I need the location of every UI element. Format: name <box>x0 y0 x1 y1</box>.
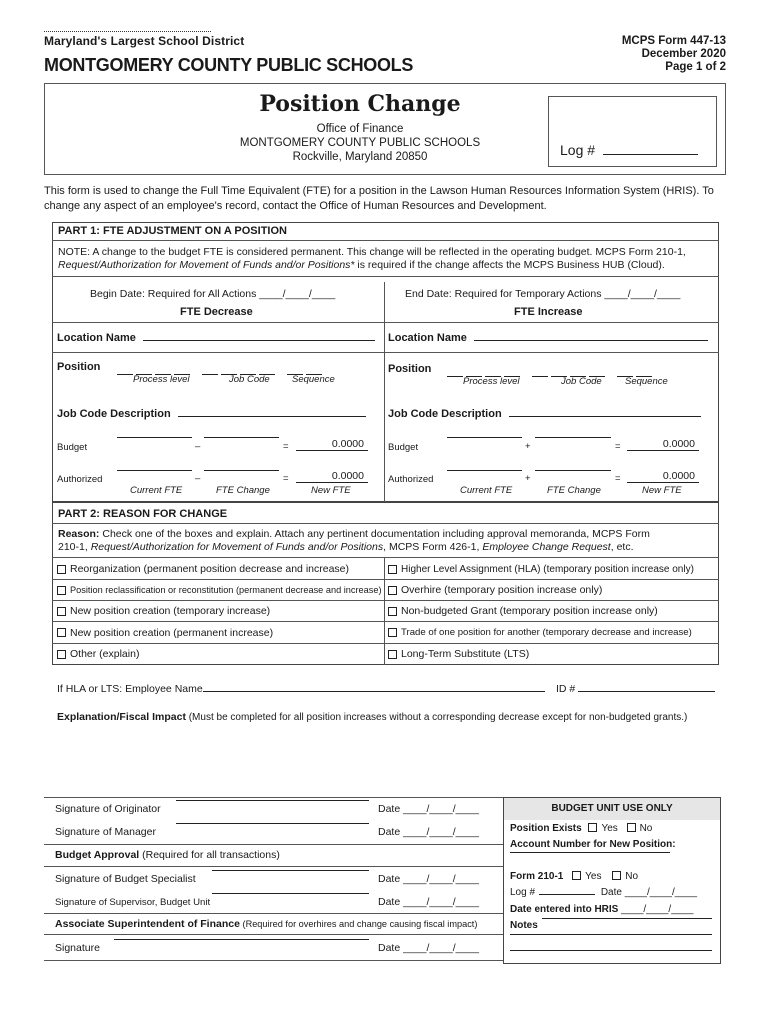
inc-auth-plus: + <box>525 473 531 484</box>
dec-job-code: Job Code <box>229 374 270 385</box>
form-id-block <box>622 35 726 74</box>
budget-specialist-date[interactable] <box>378 873 479 885</box>
log-input-line[interactable] <box>603 154 698 155</box>
option-label: Higher Level Assignment (HLA) (temporary position increase only) <box>401 563 694 575</box>
reason-bold: Reason: <box>58 528 100 540</box>
begin-date-field[interactable]: Begin Date: Required for All Actions ____/____/____ <box>90 288 336 300</box>
part1-center-divider <box>384 282 385 502</box>
dec-location-label: Location Name <box>57 332 136 344</box>
part1-heading: PART 1: FTE ADJUSTMENT ON A POSITION <box>58 225 287 237</box>
inc-location-line[interactable] <box>474 340 708 341</box>
date-blank[interactable]: ____/____/____ <box>403 896 480 908</box>
inc-auth-equals: = <box>615 473 621 484</box>
date-label: Date <box>378 896 401 908</box>
part2-heading: PART 2: REASON FOR CHANGE <box>58 508 228 520</box>
inc-budget-change[interactable] <box>535 437 611 438</box>
inc-auth-new[interactable]: 0.0000 <box>627 470 699 483</box>
hla-name-line[interactable] <box>203 691 545 692</box>
option-other[interactable] <box>57 644 139 664</box>
originator-line[interactable] <box>176 800 369 801</box>
final-signature-label: Signature <box>55 942 100 954</box>
part1-note <box>58 246 713 272</box>
inc-authorized-label: Authorized <box>388 474 434 485</box>
form-number: MCPS Form 447-13 <box>621 35 726 47</box>
form-2101-no-checkbox[interactable] <box>612 871 621 880</box>
assoc-supt-heading <box>55 918 477 930</box>
form-title: Position Change <box>259 91 461 117</box>
log-field[interactable] <box>560 142 698 158</box>
header-tagline: Maryland's Largest School District <box>44 34 245 48</box>
yes-label: Yes <box>585 871 602 882</box>
options-top-rule <box>52 557 719 558</box>
inc-budget-equals: = <box>615 441 621 452</box>
dec-location-field[interactable] <box>57 332 375 344</box>
option-label: Position reclassification or reconstitution (permanent decrease and increase) <box>70 585 382 595</box>
inc-location-field[interactable] <box>388 332 708 344</box>
inc-job-code: Job Code <box>561 376 602 387</box>
inc-budget-label: Budget <box>388 442 419 453</box>
log-label: Log # <box>560 142 596 158</box>
dec-auth-current[interactable] <box>117 470 192 471</box>
header-dotted-rule <box>44 31 211 32</box>
date-blank[interactable]: ____/____/____ <box>403 803 480 815</box>
dec-sequence: Sequence <box>292 374 335 385</box>
final-signature-date[interactable] <box>378 942 479 954</box>
originator-date[interactable] <box>378 803 479 815</box>
checkbox[interactable] <box>388 650 397 659</box>
intro-text: This form is used to change the Full Time Equivalent (FTE) for a position in the Lawson Human Resources Information System (HRIS). To change any aspect of an employee's record, contact the Office of Human Resources and Development. <box>44 185 714 212</box>
manager-line[interactable] <box>176 823 369 824</box>
fte-decrease-title: FTE Decrease <box>180 306 253 318</box>
hla-id-field[interactable] <box>556 683 715 695</box>
reason-b-i1: Request/Authorization for Movement of Funds and/or Positions <box>90 541 384 553</box>
note-rest: is required if the change affects the MCPS Business HUB (Cloud). <box>354 259 665 271</box>
checkbox[interactable] <box>388 628 397 637</box>
option-new-temp[interactable] <box>57 601 270 621</box>
dec-budget-label: Budget <box>57 442 88 453</box>
inc-auth-change[interactable] <box>535 470 611 471</box>
note-line-b <box>58 259 713 272</box>
reason-b1: 210-1, <box>58 541 91 553</box>
assoc-rest: (Required for overhires and change causing fiscal impact) <box>239 919 478 929</box>
explanation-note: (Must be completed for all position increases without a corresponding decrease except for non-budgeted grants.) <box>185 712 688 723</box>
checkbox[interactable] <box>57 628 66 637</box>
dec-budget-current[interactable] <box>117 437 192 438</box>
inc-position-label: Position <box>388 363 432 375</box>
inc-sequence: Sequence <box>625 376 668 387</box>
inc-auth-current[interactable] <box>447 470 522 471</box>
dec-auth-minus: – <box>195 473 201 484</box>
budget-log-line[interactable] <box>539 894 595 895</box>
date-label: Date <box>378 942 401 954</box>
dec-position-label: Position <box>57 361 101 373</box>
option-label: Reorganization (permanent position decrease and increase) <box>70 563 349 575</box>
supervisor-line[interactable] <box>212 893 369 894</box>
budget-unit-title: BUDGET UNIT USE ONLY <box>504 798 720 820</box>
inc-jcd-line[interactable] <box>509 416 701 417</box>
assoc-bold: Associate Superintendent of Finance <box>55 918 240 930</box>
dec-new-fte: New FTE <box>311 485 351 496</box>
option-hla[interactable] <box>388 559 694 579</box>
signature-bottom-rule <box>44 960 503 961</box>
form-date: December 2020 <box>641 48 726 60</box>
checkbox[interactable] <box>388 586 397 595</box>
option-overhire[interactable] <box>388 580 602 600</box>
budget-specialist-line[interactable] <box>212 870 369 871</box>
option-label: New position creation (permanent increase) <box>70 626 274 639</box>
manager-date[interactable] <box>378 826 479 838</box>
dec-budget-equals: = <box>283 441 289 452</box>
page-number: Page 1 of 2 <box>665 61 726 73</box>
checkbox[interactable] <box>388 565 397 574</box>
option-trade[interactable] <box>388 622 692 643</box>
option-label: Long-Term Substitute (LTS) <box>401 648 530 660</box>
checkbox[interactable] <box>57 650 66 659</box>
notes-label: Notes <box>510 920 538 931</box>
notes-line-1[interactable] <box>542 918 712 919</box>
manager-label: Signature of Manager <box>55 826 156 838</box>
options-rule-4 <box>52 643 719 644</box>
budget-approval-bold: Budget Approval <box>55 849 140 861</box>
note-form-title: Request/Authorization for Movement of Funds and/or Positions* <box>58 259 355 271</box>
position-exists-yes-checkbox[interactable] <box>588 823 597 832</box>
supervisor-date[interactable] <box>378 896 479 908</box>
dec-jcd-label: Job Code Description <box>57 408 171 420</box>
hla-id-label: ID # <box>556 683 576 695</box>
budget-approval-rule <box>44 866 503 867</box>
reason-b3: , etc. <box>610 541 634 553</box>
date-entered-blank[interactable]: ____/____/____ <box>621 904 694 915</box>
position-exists-no-checkbox[interactable] <box>627 823 636 832</box>
date-label: Date <box>378 826 401 838</box>
budget-log-field[interactable] <box>510 887 697 898</box>
form-2101-label: Form 210-1 <box>510 871 564 882</box>
hla-name-field[interactable] <box>57 683 545 695</box>
date-label: Date <box>378 873 401 885</box>
dec-auth-equals: = <box>283 473 289 484</box>
inc-current-fte: Current FTE <box>460 485 513 496</box>
date-blank[interactable]: ____/____/____ <box>403 826 480 838</box>
dec-jcd-line[interactable] <box>178 416 366 417</box>
option-label: New position creation (temporary increase) <box>70 605 271 617</box>
fte-increase-title: FTE Increase <box>514 306 583 318</box>
office-name: Office of Finance <box>316 123 404 135</box>
reason-b2: , MCPS Form 426-1, <box>383 541 483 553</box>
form-2101-yes-checkbox[interactable] <box>572 871 581 880</box>
checkbox[interactable] <box>57 607 66 616</box>
fte-title-rule <box>52 322 719 323</box>
assoc-rule <box>44 934 503 935</box>
yes-label: Yes <box>601 823 618 834</box>
inc-process-level: Process level <box>463 376 520 387</box>
notes-line-3[interactable] <box>510 950 712 951</box>
hla-id-line[interactable] <box>578 691 715 692</box>
budget-log-label: Log # <box>510 887 536 898</box>
manager-rule <box>44 844 503 845</box>
budget-approval-heading <box>55 849 280 861</box>
signature-top-rule <box>44 797 503 798</box>
option-reorganization[interactable] <box>57 559 349 579</box>
dec-process-level: Process level <box>133 374 190 385</box>
inc-budget-current[interactable] <box>447 437 522 438</box>
option-non-budgeted-grant[interactable] <box>388 601 658 621</box>
note-line-a: NOTE: A change to the budget FTE is considered permanent. This change will be reflected in the operating budget. MCPS Form 210-1, <box>58 246 686 258</box>
form-2101-field[interactable] <box>510 871 638 882</box>
org-name: MONTGOMERY COUNTY PUBLIC SCHOOLS <box>239 137 481 149</box>
budget-specialist-label: Signature of Budget Specialist <box>55 873 196 885</box>
checkbox[interactable] <box>388 607 397 616</box>
date-blank[interactable]: ____/____/____ <box>403 942 480 954</box>
supervisor-rule <box>44 913 503 914</box>
inc-location-rule <box>384 352 719 353</box>
dec-budget-minus: – <box>195 441 201 452</box>
budget-approval-rest: (Required for all transactions) <box>139 849 280 861</box>
inc-jcd-field[interactable] <box>388 408 701 420</box>
checkbox[interactable] <box>57 586 66 595</box>
part1-rule <box>52 240 719 241</box>
dec-location-line[interactable] <box>143 340 375 341</box>
reason-text <box>58 528 713 554</box>
date-entered-field[interactable] <box>510 904 693 915</box>
budget-date-label: Date <box>600 887 622 898</box>
dec-auth-new[interactable]: 0.0000 <box>296 470 368 483</box>
reason-a: Check one of the boxes and explain. Attach any pertinent documentation including approval memoranda, MCPS Form <box>99 528 650 540</box>
date-blank[interactable]: ____/____/____ <box>403 873 480 885</box>
dec-budget-change[interactable] <box>204 437 279 438</box>
no-label: No <box>639 823 653 834</box>
position-exists-label: Position Exists <box>510 823 582 834</box>
inc-location-label: Location Name <box>388 332 467 344</box>
option-label: Trade of one position for another (temporary decrease and increase) <box>401 627 692 638</box>
explanation-label: Explanation/Fiscal Impact <box>57 711 186 723</box>
district-name: MONTGOMERY COUNTY PUBLIC SCHOOLS <box>44 55 414 75</box>
no-label: No <box>625 871 639 882</box>
dec-location-rule <box>52 352 384 353</box>
position-exists-field[interactable] <box>510 823 652 834</box>
dec-authorized-label: Authorized <box>57 474 103 485</box>
account-number-label: Account Number for New Position: <box>510 839 676 850</box>
supervisor-label: Signature of Supervisor, Budget Unit <box>55 897 211 908</box>
dec-auth-change[interactable] <box>204 470 279 471</box>
dec-jcd-field[interactable] <box>57 408 366 420</box>
notes-line-2[interactable] <box>510 934 712 935</box>
inc-fte-change: FTE Change <box>547 485 601 496</box>
date-entered-label: Date entered into HRIS <box>510 904 619 915</box>
budget-date-blank[interactable]: ____/____/____ <box>624 887 698 898</box>
option-lts[interactable] <box>388 644 529 664</box>
dec-fte-change: FTE Change <box>216 485 270 496</box>
dec-current-fte: Current FTE <box>130 485 183 496</box>
inc-budget-new[interactable]: 0.0000 <box>627 438 699 451</box>
city-line: Rockville, Maryland 20850 <box>292 151 428 163</box>
final-signature-line[interactable] <box>114 939 369 940</box>
option-label: Overhire (temporary position increase only) <box>401 584 603 596</box>
end-date-field[interactable]: End Date: Required for Temporary Actions ____/____/____ <box>405 288 681 300</box>
date-label: Date <box>378 803 401 815</box>
inc-jcd-label: Job Code Description <box>388 408 502 420</box>
explanation-field[interactable] <box>57 711 727 723</box>
inc-budget-plus: + <box>525 441 531 452</box>
option-new-perm[interactable] <box>57 622 273 643</box>
option-label: Non-budgeted Grant (temporary position increase only) <box>401 605 658 617</box>
office-address <box>180 122 540 164</box>
originator-label: Signature of Originator <box>55 803 161 815</box>
inc-new-fte: New FTE <box>642 485 682 496</box>
option-label: Other (explain) <box>70 648 140 660</box>
option-reclassification[interactable] <box>57 580 382 600</box>
checkbox[interactable] <box>57 565 66 574</box>
note-rule <box>52 276 719 277</box>
dec-budget-new[interactable]: 0.0000 <box>296 438 368 451</box>
options-center-divider <box>384 557 385 665</box>
reason-b-i2: Employee Change Request <box>482 541 611 553</box>
hla-name-label: If HLA or LTS: Employee Name <box>57 683 203 695</box>
part2-rule <box>52 523 719 524</box>
account-number-line[interactable] <box>510 852 670 853</box>
